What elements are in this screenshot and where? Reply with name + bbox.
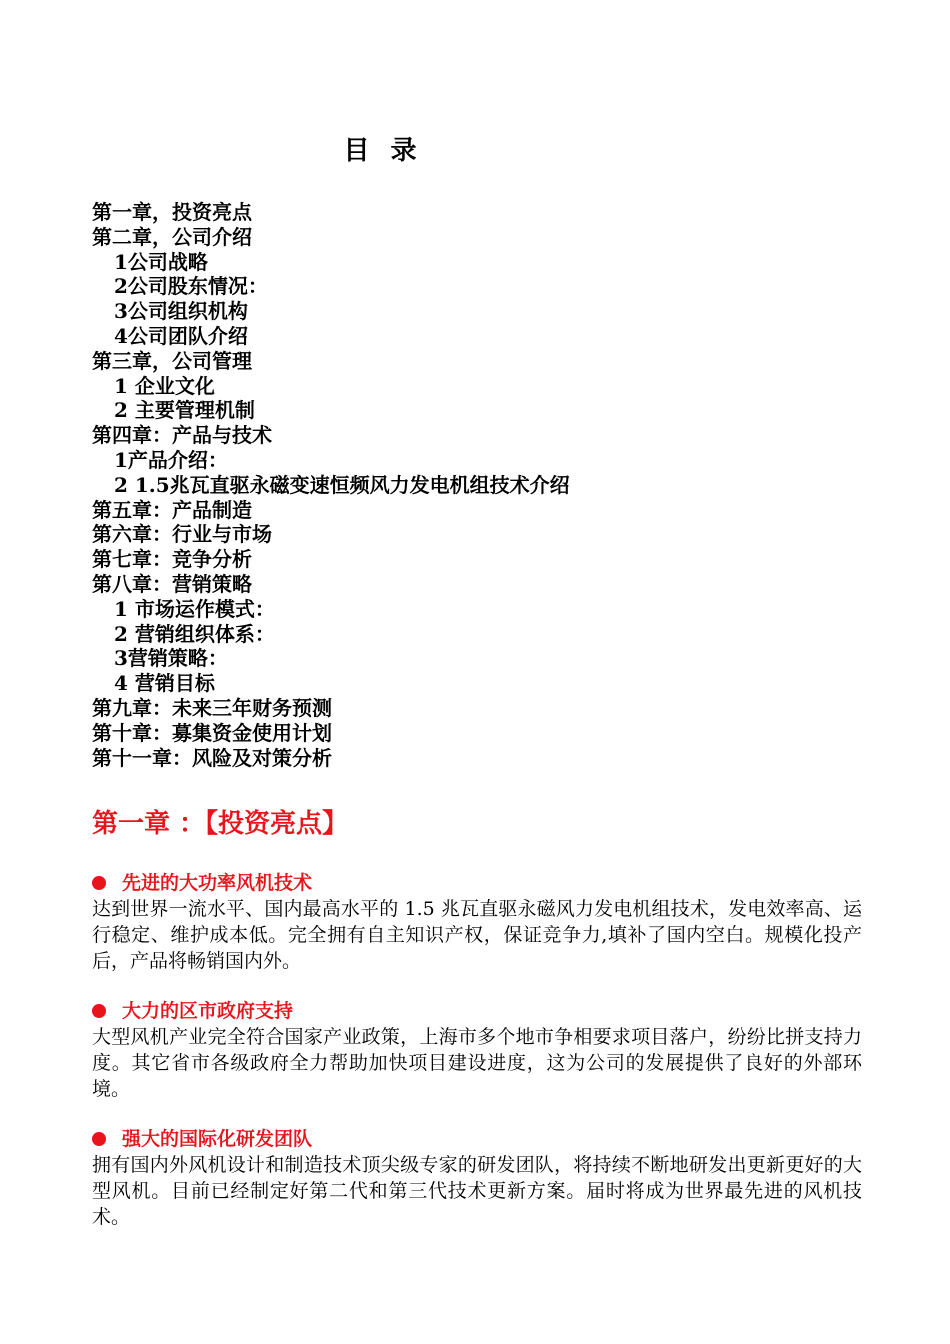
toc-line: 第八章：营销策略	[92, 571, 252, 596]
toc-line: 第五章：产品制造	[92, 497, 252, 522]
toc-subline: 1 市场运作模式：	[114, 596, 275, 621]
bullet-icon	[92, 876, 106, 890]
toc-subline: 1 企业文化	[114, 373, 215, 398]
highlight-item	[92, 1126, 862, 1230]
toc-subline: 4 营销目标	[114, 671, 215, 696]
table-of-contents	[92, 200, 792, 770]
highlight-item	[92, 870, 862, 974]
toc-line: 第一章，投资亮点	[92, 200, 252, 224]
toc-line: 第四章：产品与技术	[92, 423, 272, 448]
toc-line: 第二章，公司介绍	[92, 224, 252, 249]
highlight-title: 大力的区市政府支持	[122, 1000, 294, 1022]
highlight-title: 先进的大功率风机技术	[122, 872, 313, 894]
toc-subline: 2 主要管理机制	[114, 398, 255, 423]
toc-subline: 1公司战略	[114, 249, 208, 274]
highlights-section	[92, 870, 862, 1254]
toc-subline: 3公司组织机构	[114, 299, 248, 324]
highlight-heading	[92, 998, 862, 1024]
toc-line: 第九章：未来三年财务预测	[92, 695, 332, 720]
toc-subline: 1产品介绍：	[114, 447, 228, 472]
toc-subline: 2公司股东情况：	[114, 274, 268, 299]
highlight-body: 拥有国内外风机设计和制造技术顶尖级专家的研发团队，将持续不断地研发出更新更好的大型风机。目前已经制定好第二代和第三代技术更新方案。届时将成为世界最先进的风机技术。	[92, 1154, 862, 1228]
toc-line: 第三章，公司管理	[92, 348, 252, 373]
toc-line: 第七章：竞争分析	[92, 547, 252, 572]
highlight-item	[92, 998, 862, 1102]
toc-subline: 4公司团队介绍	[114, 323, 248, 348]
highlight-body: 大型风机产业完全符合国家产业政策，上海市多个地市争相要求项目落户，纷纷比拼支持力度。其它省市各级政府全力帮助加快项目建设进度，这为公司的发展提供了良好的外部环境。	[92, 1026, 862, 1100]
chapter-heading: 第一章 ：【投资亮点】	[92, 809, 349, 839]
bullet-icon	[92, 1132, 106, 1146]
highlight-body: 达到世界一流水平、国内最高水平的 1.5 兆瓦直驱永磁风力发电机组技术，发电效率高、运行稳定、维护成本低。完全拥有自主知识产权，保证竞争力,填补了国内空白。规模化投产后，产品将畅销国内外。	[92, 898, 862, 972]
toc-title: 目 录	[343, 136, 423, 166]
toc-subline: 3营销策略：	[114, 646, 228, 671]
toc-line: 第十章：募集资金使用计划	[92, 720, 332, 745]
toc-subline: 2 营销组织体系：	[114, 621, 275, 646]
bullet-icon	[92, 1004, 106, 1018]
highlight-title: 强大的国际化研发团队	[122, 1128, 313, 1150]
toc-line: 第六章：行业与市场	[92, 522, 272, 547]
toc-subline: 2 1.5兆瓦直驱永磁变速恒频风力发电机组技术介绍	[114, 472, 570, 497]
highlight-heading	[92, 870, 862, 896]
toc-line: 第十一章：风险及对策分析	[92, 745, 332, 770]
highlight-heading	[92, 1126, 862, 1152]
